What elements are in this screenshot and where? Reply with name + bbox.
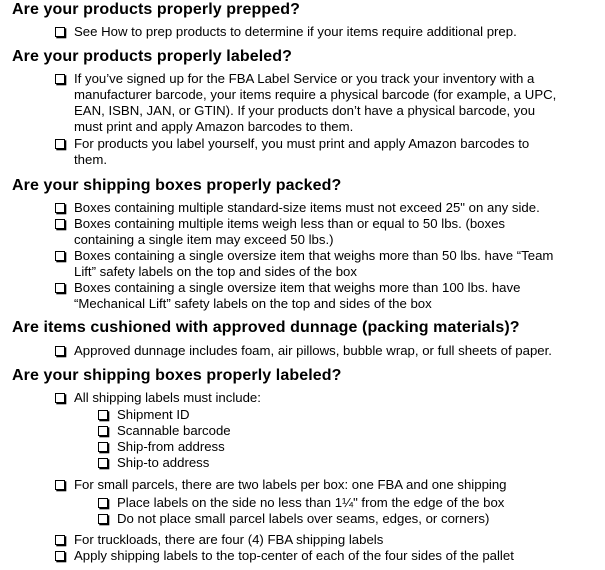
checkbox-icon bbox=[55, 393, 65, 403]
item-text: containing a single item may exceed 50 lbs.) bbox=[74, 232, 334, 247]
checklist-item bbox=[55, 280, 520, 312]
checklist-item bbox=[55, 248, 553, 280]
item-text: Approved dunnage includes foam, air pillows, bubble wrap, or full sheets of paper. bbox=[74, 343, 552, 358]
checkbox-icon bbox=[98, 514, 108, 524]
checkbox-icon bbox=[55, 219, 65, 229]
subitem-text: Do not place small parcel labels over seams, edges, or corners) bbox=[117, 511, 490, 526]
item-text: See How to prep products to determine if your items require additional prep. bbox=[74, 24, 517, 39]
item-text: All shipping labels must include: bbox=[74, 390, 261, 405]
checklist-item bbox=[55, 548, 514, 564]
heading-packed: Are your shipping boxes properly packed? bbox=[12, 177, 342, 194]
item-text: must print and apply Amazon barcodes to them. bbox=[74, 119, 354, 134]
subitem-text: Shipment ID bbox=[117, 407, 190, 422]
heading-dunnage: Are items cushioned with approved dunnage (packing materials)? bbox=[12, 319, 520, 336]
checkbox-icon bbox=[55, 346, 65, 356]
subitem-text: Ship-from address bbox=[117, 439, 225, 454]
checklist-item bbox=[55, 136, 529, 168]
checkbox-icon bbox=[98, 426, 108, 436]
heading-prepped: Are your products properly prepped? bbox=[12, 1, 300, 18]
item-text: Boxes containing a single oversize item that weighs more than 100 lbs. have bbox=[74, 280, 521, 295]
checklist-item bbox=[55, 24, 517, 40]
checkbox-icon bbox=[98, 410, 108, 420]
checkbox-icon bbox=[55, 535, 65, 545]
heading-labeled: Are your products properly labeled? bbox=[12, 48, 292, 65]
checkbox-icon bbox=[55, 139, 65, 149]
checklist-subitem bbox=[98, 455, 209, 471]
checkbox-icon bbox=[55, 203, 65, 213]
checklist-item bbox=[55, 200, 540, 216]
checkbox-icon bbox=[55, 74, 65, 84]
checkbox-icon bbox=[98, 498, 108, 508]
checklist-item bbox=[55, 390, 261, 406]
item-text: Boxes containing a single oversize item that weighs more than 50 lbs. have “Team bbox=[74, 248, 554, 263]
checkbox-icon bbox=[55, 27, 65, 37]
heading-box-labels: Are your shipping boxes properly labeled? bbox=[12, 367, 342, 384]
item-text: Boxes containing multiple standard-size items must not exceed 25" on any side. bbox=[74, 200, 540, 215]
subitem-text: Scannable barcode bbox=[117, 423, 231, 438]
checklist-item bbox=[55, 532, 383, 548]
checklist-item bbox=[55, 216, 505, 248]
checkbox-icon bbox=[55, 251, 65, 261]
item-text: For small parcels, there are two labels per box: one FBA and one shipping bbox=[74, 477, 507, 492]
item-text: Apply shipping labels to the top-center of each of the four sides of the pallet bbox=[74, 548, 514, 563]
checkbox-icon bbox=[55, 551, 65, 561]
item-text: Lift” safety labels on the top and sides of the box bbox=[74, 264, 357, 279]
checklist-subitem bbox=[98, 495, 504, 511]
item-text: Boxes containing multiple items weigh less than or equal to 50 lbs. (boxes bbox=[74, 216, 506, 231]
checkbox-icon bbox=[98, 442, 108, 452]
checkbox-icon bbox=[55, 480, 65, 490]
item-text: them. bbox=[74, 152, 107, 167]
item-text: If you’ve signed up for the FBA Label Service or you track your inventory with a bbox=[74, 71, 535, 86]
checklist-item bbox=[55, 343, 552, 359]
subitem-text: Ship-to address bbox=[117, 455, 210, 470]
checklist-item bbox=[55, 477, 507, 493]
checkbox-icon bbox=[55, 283, 65, 293]
checklist-subitem bbox=[98, 407, 190, 423]
checklist-subitem bbox=[98, 439, 225, 455]
item-text: EAN, ISBN, JAN, or GTIN). If your products don’t have a physical barcode, you bbox=[74, 103, 536, 118]
item-text: “Mechanical Lift” safety labels on the top and sides of the box bbox=[74, 296, 432, 311]
item-text: For truckloads, there are four (4) FBA shipping labels bbox=[74, 532, 384, 547]
item-text: manufacturer barcode, your items require a physical barcode (for example, a UPC, bbox=[74, 87, 557, 102]
checklist-subitem bbox=[98, 511, 489, 527]
checklist-subitem bbox=[98, 423, 231, 439]
checkbox-icon bbox=[98, 458, 108, 468]
item-text: For products you label yourself, you must print and apply Amazon barcodes to bbox=[74, 136, 530, 151]
subitem-text: Place labels on the side no less than 1¼" from the edge of the box bbox=[117, 495, 505, 510]
checklist-item bbox=[55, 71, 556, 135]
